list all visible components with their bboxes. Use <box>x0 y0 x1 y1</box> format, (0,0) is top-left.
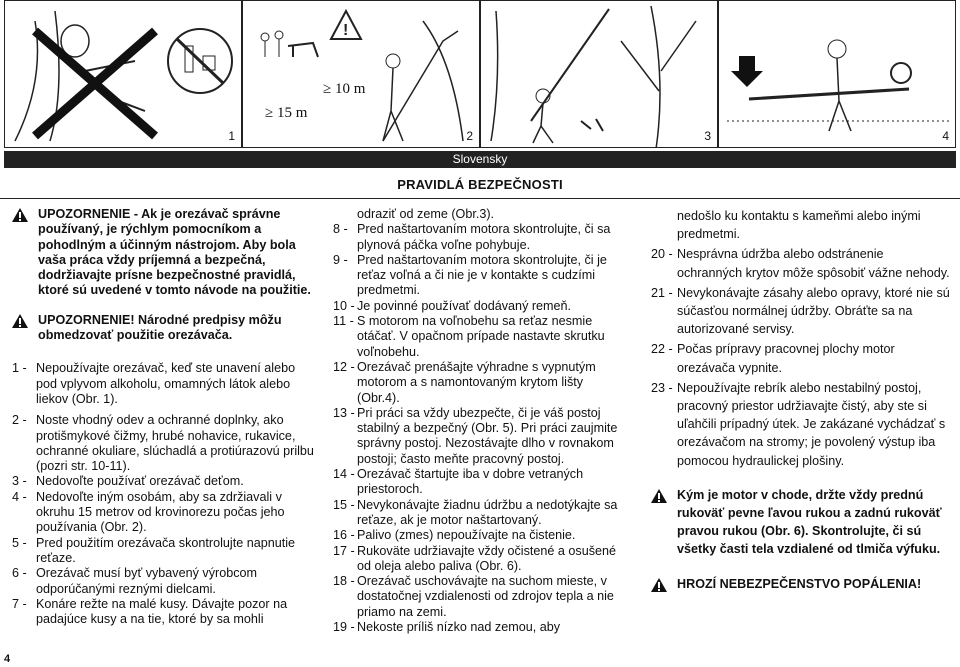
item-text: Orezávač musí byť vybavený výrobcom odporúčanými reznými dielcami. <box>36 566 257 596</box>
page-number: 4 <box>4 653 11 665</box>
item-number: 14 - <box>333 467 355 482</box>
warning-text: HROZÍ NEBEZPEČENSTVO POPÁLENIA! <box>677 576 922 591</box>
item-text: Nevykonávajte žiadnu údržbu a nedotýkajte sa reťaze, ak je motor naštartovaný. <box>357 497 618 527</box>
column-2 <box>333 207 623 635</box>
list-item <box>333 406 623 467</box>
distance-label-15m: ≥ 15 m <box>265 105 308 121</box>
list-item <box>12 597 317 628</box>
figure-1 <box>4 0 242 148</box>
section-title: PRAVIDLÁ BEZPEČNOSTI <box>397 177 563 192</box>
list-item <box>12 536 317 567</box>
item-number: 22 - <box>651 342 673 357</box>
item-text: S motorom na voľnobehu sa reťaz nesmie otáčať. V opačnom prípade nastavte skrutku voľnobehu. <box>357 314 605 359</box>
item-text: Nesprávna údržba alebo odstránenie ochranných krytov môže spôsobiť vážne nehody. <box>677 247 950 280</box>
item-number: 13 - <box>333 405 355 420</box>
item-text: Orezávač uschovávajte na suchom mieste, v dostatočnej vzdialenosti od zdrojov tepla a nie priamo na zemi. <box>357 574 614 619</box>
list-item <box>12 361 317 407</box>
warning-burn <box>651 575 951 593</box>
divider <box>0 198 960 199</box>
list-item <box>333 620 623 635</box>
item-number: 17 - <box>333 543 355 558</box>
item-text: Nepoužívajte orezávač, keď ste unavení alebo pod vplyvom alkoholu, omamných látok alebo liekov (Obr. 1). <box>36 361 296 406</box>
figure-number: 2 <box>466 129 473 143</box>
warning-icon <box>651 489 667 503</box>
item-text: Rukoväte udržiavajte vždy očistené a osušené od oleja alebo paliva (Obr. 6). <box>357 543 617 573</box>
warning-icon <box>12 314 28 328</box>
item-number: 20 - <box>651 247 673 262</box>
item-number: 5 - <box>12 535 27 550</box>
list-item <box>333 253 623 299</box>
item-text: Nepoužívajte rebrík alebo nestabilný postoj, pracovný priestor udržiavajte čistý, aby ste si uľahčili prípadný útek. Je zakázané vychádzať s orezávačom na stromy; je povolený výstup iba pomocou hydraulickej plošiny. <box>677 380 946 468</box>
list-item <box>333 574 623 620</box>
item-text: Pri práci sa vždy ubezpečte, či je váš postoj stabilný a bezpečný (Obr. 5). Pri práci zaujmite správny postoj. Nezostávajte dlho v rovnakom postoji; často meňte pracovný postoj. <box>357 405 618 466</box>
item-number: 21 - <box>651 285 673 300</box>
figure-number: 3 <box>704 129 711 143</box>
figure-3 <box>480 0 718 148</box>
item-text: Počas prípravy pracovnej plochy motor orezávača vypnite. <box>677 342 895 375</box>
warning-text: UPOZORNENIE! Národné predpisy môžu obmedzovať použitie orezávača. <box>38 312 282 343</box>
item-number: 4 - <box>12 489 27 504</box>
item-number: 16 - <box>333 528 355 543</box>
list-item <box>12 413 317 474</box>
item-text: Orezávač štartujte iba v dobre vetraných priestoroch. <box>357 467 584 497</box>
warning-icon <box>651 578 667 592</box>
item-number: 23 - <box>651 380 673 395</box>
item-text: Konáre režte na malé kusy. Dávajte pozor na padajúce kusy a na tie, ktoré by sa mohli <box>36 596 288 627</box>
item-text: Nedovoľte používať orezávač deťom. <box>36 474 244 489</box>
column-1 <box>12 207 317 627</box>
warning-text: UPOZORNENIE - Ak je orezávač správne používaný, je rýchlym pomocníkom a pohodlným a účinným nástrojom. Aby bola vaša práca vždy príjemná a bezpečná, dodržiavajte prísne bezpečnostné pravidlá, ktoré sú uvedené v tomto návode na použitie. <box>38 207 311 298</box>
figure-number: 1 <box>228 129 235 143</box>
item-text: Nekoste príliš nízko nad zemou, aby <box>357 620 561 635</box>
item-number: 10 - <box>333 298 355 313</box>
list-item <box>333 498 623 529</box>
item-number: 1 - <box>12 361 27 376</box>
list-item <box>651 284 951 339</box>
list-item <box>333 314 623 360</box>
list-item <box>651 340 951 376</box>
item-number: 9 - <box>333 252 348 267</box>
item-text: Noste vhodný odev a ochranné doplnky, ako protišmykové čižmy, hrubé nohavice, rukavice, ochranné okuliare, slúchadlá a protiúrazovú prilbu (pozri str. 10-11). <box>36 413 314 474</box>
list-item <box>333 299 623 314</box>
svg-text:!: ! <box>343 22 349 39</box>
warning-icon <box>12 208 28 222</box>
list-item <box>651 245 951 281</box>
item-text: Pred naštartovaním motora skontrolujte, či je reťaz voľná a či nie je v kontakte s cudzími predmetmi. <box>357 252 607 298</box>
list-item <box>12 490 317 536</box>
fig3-illustration <box>481 1 718 148</box>
continued-text: odraziť od zeme (Obr.3). <box>357 207 495 221</box>
distance-label-10m: ≥ 10 m <box>323 81 366 97</box>
column-3 <box>651 207 951 607</box>
item-text: Je povinné používať dodávaný remeň. <box>357 298 572 313</box>
item-text: Nedovoľte iným osobám, aby sa zdržiavali v okruhu 15 metrov od krovinorezu počas jeho používania (Obr. 2). <box>36 489 285 535</box>
item-text: Pred naštartovaním motora skontrolujte, či sa plynová páčka voľne pohybuje. <box>357 222 611 252</box>
item-number: 2 - <box>12 413 27 428</box>
fig4-illustration <box>719 1 956 148</box>
item-number: 12 - <box>333 359 355 374</box>
figure-number: 4 <box>942 129 949 143</box>
item-number: 19 - <box>333 620 355 635</box>
warning-national <box>12 313 317 344</box>
list-item <box>12 566 317 597</box>
item-number: 11 - <box>333 314 354 329</box>
warning-intro <box>12 207 317 299</box>
list-item <box>12 474 317 489</box>
list-item <box>333 467 623 498</box>
language-bar: Slovensky <box>4 151 956 168</box>
list-item <box>333 528 623 543</box>
figure-4 <box>718 0 956 148</box>
list-item <box>333 360 623 406</box>
item-number: 6 - <box>12 566 27 581</box>
item-number: 15 - <box>333 497 355 512</box>
item-text: Pred použitím orezávača skontrolujte napnutie reťaze. <box>36 535 296 565</box>
list-item <box>333 544 623 575</box>
item-number: 7 - <box>12 596 27 611</box>
figure-2 <box>242 0 480 148</box>
fig1-illustration <box>5 1 242 148</box>
list-item <box>333 222 623 253</box>
warning-text: Kým je motor v chode, držte vždy prednú rukoväť pevne ľavou rukou a zadnú rukoväť pravou rukou (Obr. 6). Skontrolujte, či sú všetky časti tela vzdialené od tlmiča výfuku. <box>677 487 942 557</box>
item-number: 18 - <box>333 574 355 589</box>
item-text: Orezávač prenášajte výhradne s vypnutým motorom a s namontovaným krytom lišty (Obr.4). <box>357 359 596 405</box>
item-text: Palivo (zmes) nepoužívajte na čistenie. <box>357 528 576 543</box>
fig2-illustration <box>243 1 480 148</box>
continued-text: nedošlo ku kontaktu s kameňmi alebo inými predmetmi. <box>677 209 921 242</box>
list-item <box>651 379 951 470</box>
item-number: 3 - <box>12 474 27 489</box>
item-number: 8 - <box>333 222 348 237</box>
warning-handles <box>651 486 951 559</box>
item-text: Nevykonávajte zásahy alebo opravy, ktoré nie sú súčasťou normálnej údržby. Obráťte sa na autorizované servisy. <box>677 285 950 337</box>
